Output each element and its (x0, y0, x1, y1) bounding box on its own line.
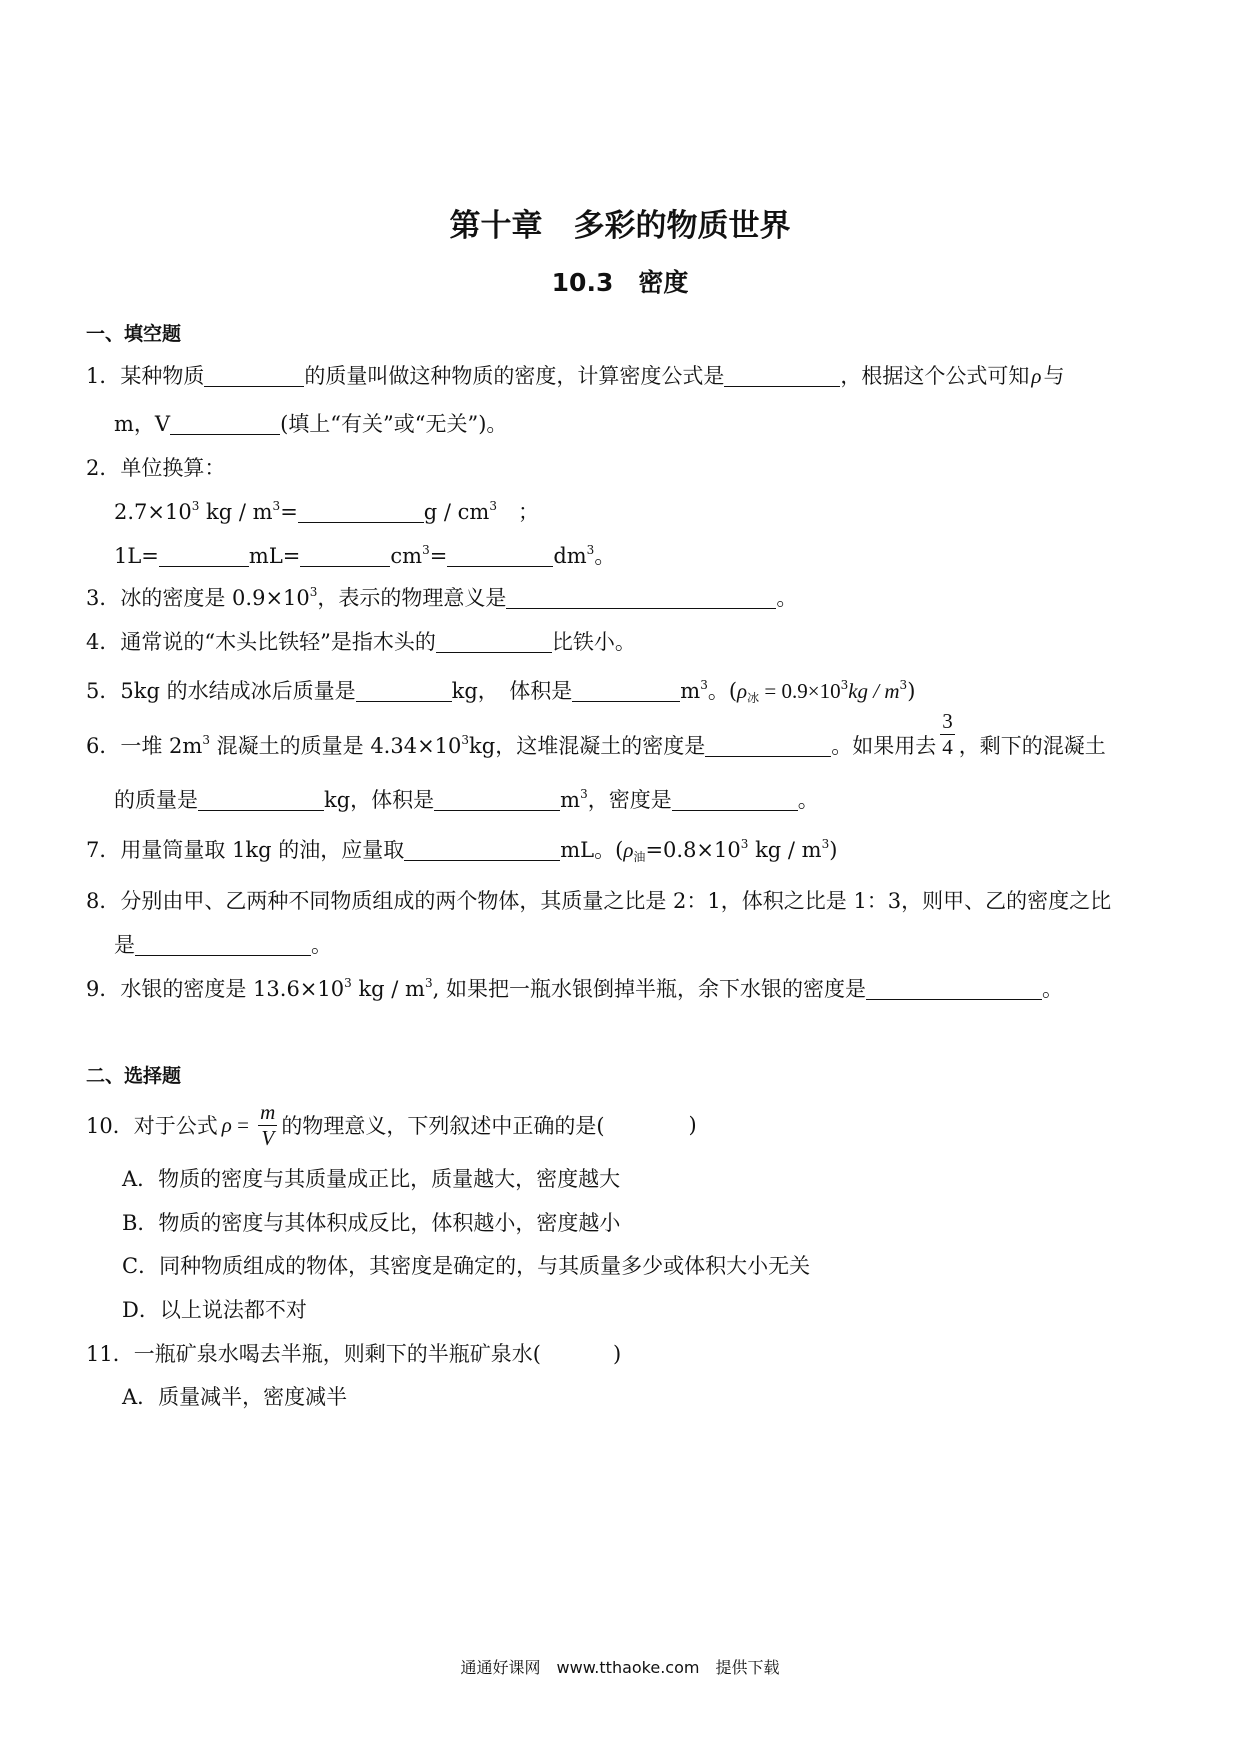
question-text: = (280, 500, 298, 524)
exponent: 3 (740, 837, 749, 851)
question-text: 的质量叫做这种物质的密度，计算密度公式是 (304, 364, 725, 388)
exponent: 3 (422, 543, 430, 557)
rho-symbol: ρ (737, 679, 748, 703)
question-5 (86, 675, 915, 705)
rho-symbol: ρ (1031, 364, 1042, 388)
question-3 (86, 582, 797, 612)
fraction-denominator: V (261, 1125, 275, 1150)
exponent: 3 (899, 678, 908, 692)
question-text: m (680, 679, 701, 703)
section-title: 10.3 密度 (551, 268, 689, 297)
question-text: ，根据这个公式可知 (840, 364, 1030, 388)
answer-blank[interactable] (724, 364, 840, 387)
question-text: = (429, 544, 448, 568)
answer-blank[interactable] (198, 788, 324, 811)
question-text: 用量筒量取 1kg 的油，应量取 (120, 838, 405, 862)
page-footer: 通通好课网 www.tthaoke.com 提供下载 (460, 1658, 780, 1677)
question-number: 6． (86, 734, 121, 758)
question-text: , 如果把一瓶水银倒掉半瓶，余下水银的密度是 (432, 977, 866, 1001)
question-8-line-2 (114, 929, 332, 959)
fraction-denominator: 4 (942, 735, 953, 759)
question-text: ； (496, 500, 539, 524)
exponent: 3 (821, 837, 830, 851)
question-7 (86, 834, 837, 864)
exponent: 3 (272, 499, 281, 513)
question-text: ) (688, 1113, 697, 1137)
question-text: mL= (248, 544, 301, 568)
question-text: 的质量是 (114, 788, 198, 812)
exponent: 3 (700, 678, 708, 692)
question-text: 单位换算： (120, 456, 226, 480)
question-9 (86, 973, 1063, 1003)
exponent: 3 (191, 499, 200, 513)
answer-blank[interactable] (866, 977, 1042, 1000)
exponent: 3 (461, 733, 470, 747)
question-text: 对于公式 (133, 1114, 218, 1138)
question-1-line-1 (86, 360, 1064, 390)
question-text: dm (553, 544, 587, 568)
exponent: 3 (202, 733, 210, 747)
question-text: (填上“有关”或“无关”)。 (280, 412, 508, 436)
formula-text: = 0.9×10 (759, 679, 841, 703)
equals-sign: = (231, 1112, 255, 1137)
question-text: 。( (707, 679, 738, 703)
question-text: 1L= (114, 544, 159, 568)
question-4 (86, 626, 636, 656)
subscript: 油 (633, 850, 646, 864)
question-number: 10． (86, 1114, 134, 1138)
question-text: m (560, 788, 581, 812)
answer-blank[interactable] (447, 544, 553, 567)
question-text: ) (612, 1342, 622, 1366)
question-number: 8． (86, 889, 121, 913)
exponent: 3 (424, 976, 433, 990)
answer-blank[interactable] (434, 788, 560, 811)
option-a[interactable]: A．物质的密度与其质量成正比，质量越大，密度越大 (122, 1167, 621, 1191)
question-text: 分别由甲、乙两种不同物质组成的两个物体，其质量之比是 2：1，体积之比是 1：3，则甲、乙的密度之比 (120, 889, 1112, 913)
question-text: 2.7×10 (114, 500, 192, 524)
question-number: 4． (86, 630, 121, 654)
question-text: kg / m (748, 838, 822, 862)
option-c[interactable]: C．同种物质组成的物体，其密度是确定的，与其质量多少或体积大小无关 (122, 1254, 811, 1278)
answer-blank[interactable] (436, 630, 552, 653)
option-a[interactable]: A．质量减半，密度减半 (122, 1385, 348, 1409)
question-number: 7． (86, 838, 121, 862)
answer-blank[interactable] (135, 933, 311, 956)
section-heading-choice: 二、选择题 (86, 1065, 182, 1087)
answer-blank[interactable] (506, 586, 776, 609)
question-text: kg，体积是 (324, 788, 435, 812)
question-text: g / cm (423, 500, 490, 524)
question-text: 与 (1043, 364, 1065, 388)
exponent: 3 (840, 678, 849, 692)
exponent: 3 (580, 787, 588, 801)
answer-blank[interactable] (170, 412, 280, 435)
question-number: 2． (86, 456, 121, 480)
question-10 (86, 1100, 697, 1150)
exponent: 3 (344, 976, 352, 990)
answer-blank[interactable] (159, 544, 249, 567)
fraction-numerator: 3 (942, 709, 953, 733)
question-text: mL。( (560, 838, 624, 862)
question-2-line-1 (114, 496, 539, 526)
fraction-three-quarters (940, 711, 955, 758)
question-text: 水银的密度是 13.6×10 (120, 977, 345, 1001)
question-text: cm (390, 544, 423, 568)
question-text: kg / m (199, 500, 273, 524)
question-text: kg / m (351, 977, 425, 1001)
fraction-numerator: m (260, 1099, 276, 1124)
subscript: 冰 (747, 691, 760, 705)
question-text: 5kg 的水结成冰后质量是 (120, 679, 356, 703)
answer-blank[interactable] (672, 788, 798, 811)
question-text: 。 (311, 933, 332, 957)
answer-blank[interactable] (356, 679, 452, 702)
option-b[interactable]: B．物质的密度与其体积成反比，体积越小，密度越小 (122, 1211, 621, 1235)
question-text: 某种物质 (120, 364, 205, 388)
question-text: 混凝土的质量是 4.34×10 (209, 734, 462, 758)
formula-unit: kg / m (848, 679, 900, 703)
question-number: 3． (86, 586, 121, 610)
question-text: 通常说的“木头比铁轻”是指木头的 (120, 630, 436, 654)
answer-blank[interactable] (298, 500, 424, 523)
question-text: 。 (594, 544, 616, 568)
exponent: 3 (586, 543, 595, 557)
option-d[interactable]: D．以上说法都不对 (122, 1298, 307, 1322)
question-2-title (86, 452, 225, 482)
answer-blank[interactable] (705, 734, 831, 757)
rho-symbol: ρ (221, 1112, 232, 1137)
question-number: 5． (86, 679, 121, 703)
answer-blank[interactable] (204, 364, 304, 387)
question-text: 是 (114, 933, 135, 957)
question-text: kg，这堆混凝土的密度是 (469, 734, 706, 758)
question-number: 1． (86, 364, 121, 388)
exponent: 3 (489, 499, 497, 513)
question-text: ) (907, 679, 916, 703)
chapter-title: 第十章 多彩的物质世界 (449, 208, 791, 244)
question-text: 的物理意义，下列叙述中正确的是( (281, 1114, 605, 1138)
question-text: ) (829, 838, 838, 862)
question-8-line-1 (86, 885, 1111, 915)
question-text: 。如果用去 (831, 734, 937, 758)
answer-blank[interactable] (300, 544, 390, 567)
question-text: 一堆 2m (120, 734, 203, 758)
question-text: 比铁小。 (551, 630, 636, 654)
question-text: ，表示的物理意义是 (317, 586, 507, 610)
question-6-line-1 (86, 709, 1106, 760)
rho-symbol: ρ (623, 838, 634, 862)
question-6-line-2 (114, 784, 819, 814)
exponent: 3 (309, 585, 318, 599)
question-number: 9． (86, 977, 121, 1001)
question-text: ，密度是 (587, 788, 672, 812)
answer-blank[interactable] (404, 838, 560, 861)
question-2-line-2 (114, 540, 615, 570)
question-text: 。 (1041, 977, 1063, 1001)
question-text: ，剩下的混凝土 (958, 734, 1106, 758)
question-text: 。 (797, 788, 819, 812)
question-text: 冰的密度是 0.9×10 (120, 586, 310, 610)
question-text: 一瓶矿泉水喝去半瓶，则剩下的半瓶矿泉水( (133, 1342, 541, 1366)
answer-blank[interactable] (572, 679, 680, 702)
question-text: m，V (114, 412, 171, 436)
question-number: 11． (86, 1342, 134, 1366)
question-text: =0.8×10 (645, 838, 741, 862)
question-1-line-2 (114, 408, 507, 438)
question-11 (86, 1338, 621, 1368)
question-text: kg， 体积是 (451, 679, 573, 703)
fraction-m-over-v (258, 1099, 277, 1150)
question-text: 。 (776, 586, 798, 610)
section-heading-fill-blank: 一、填空题 (86, 323, 182, 345)
